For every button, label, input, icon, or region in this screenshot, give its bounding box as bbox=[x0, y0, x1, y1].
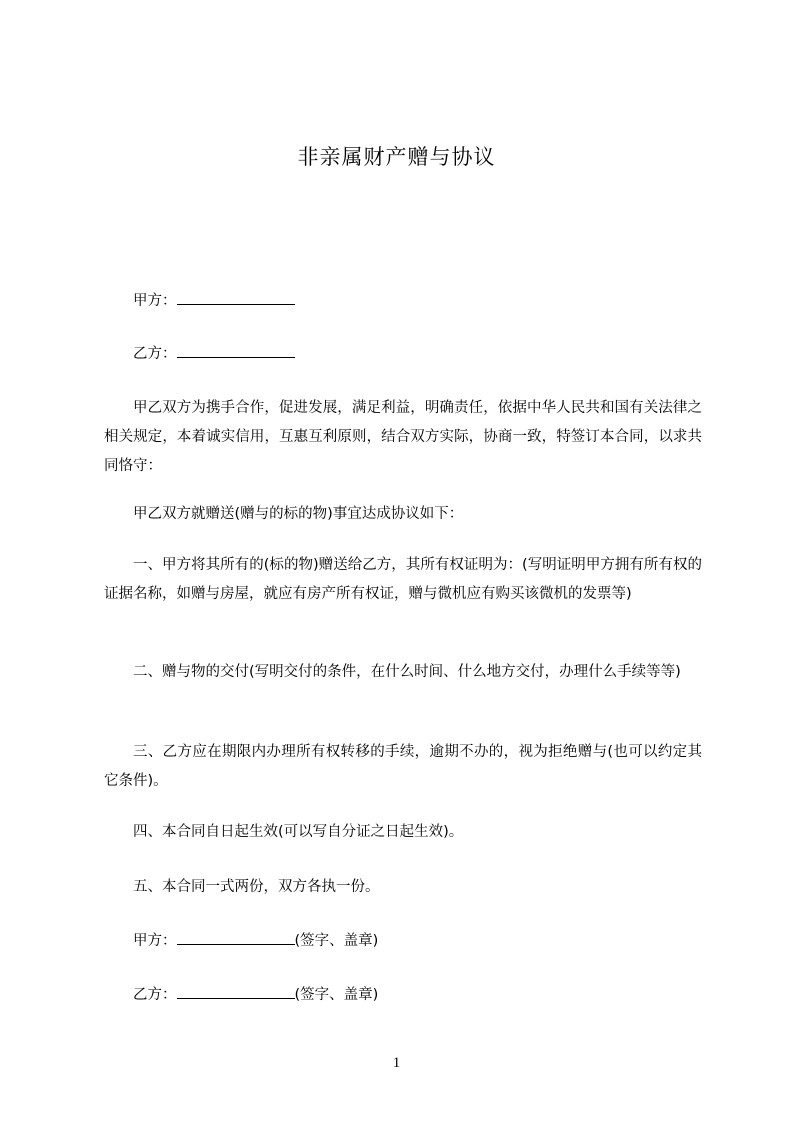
page-number: 1 bbox=[392, 1055, 401, 1071]
party-b-line bbox=[104, 340, 702, 369]
signature-b-blank bbox=[177, 982, 295, 999]
party-a-blank bbox=[177, 288, 295, 305]
signature-a-label: 甲方： bbox=[133, 933, 177, 949]
agreement-lead: 甲乙双方就赠送(赠与的标的物)事宜达成协议如下： bbox=[133, 506, 464, 522]
clause-2: 二、赠与物的交付(写明交付的条件，在什么时间、什么地方交付，办理什么手续等等) bbox=[133, 664, 681, 680]
signature-b-line bbox=[104, 981, 702, 1010]
signature-a-line bbox=[104, 927, 702, 956]
clause-5: 五、本合同一式两份，双方各执一份。 bbox=[133, 879, 380, 895]
party-a-label: 甲方： bbox=[133, 293, 177, 309]
signature-b-note: (签字、盖章) bbox=[294, 987, 379, 1003]
document-title: 非亲属财产赠与协议 bbox=[297, 145, 496, 169]
signature-b-label: 乙方： bbox=[133, 987, 177, 1003]
intro-paragraph: 甲乙双方为携手合作，促进发展，满足利益，明确责任，依据中华人民共和国有关法律之相关规定，本着诚实信用，互惠互利原则，结合双方实际，协商一致，特签订本合同，以求共同恪守： bbox=[104, 400, 702, 474]
clause-1: 一、甲方将其所有的(标的物)赠送给乙方，其所有权证明为：(写明证明甲方拥有所有权的证据名称，如赠与房屋，就应有房产所有权证，赠与微机应有购买该微机的发票等) bbox=[104, 557, 702, 602]
clause-4: 四、本合同自日起生效(可以写自分证之日起生效)。 bbox=[133, 824, 464, 840]
party-b-label: 乙方： bbox=[133, 346, 177, 362]
party-b-blank bbox=[177, 341, 295, 358]
clause-3: 三、乙方应在期限内办理所有权转移的手续，逾期不办的，视为拒绝赠与(也可以约定其它条件)。 bbox=[104, 744, 702, 789]
party-a-line bbox=[104, 287, 702, 316]
signature-a-note: (签字、盖章) bbox=[294, 933, 379, 949]
signature-a-blank bbox=[177, 928, 295, 945]
